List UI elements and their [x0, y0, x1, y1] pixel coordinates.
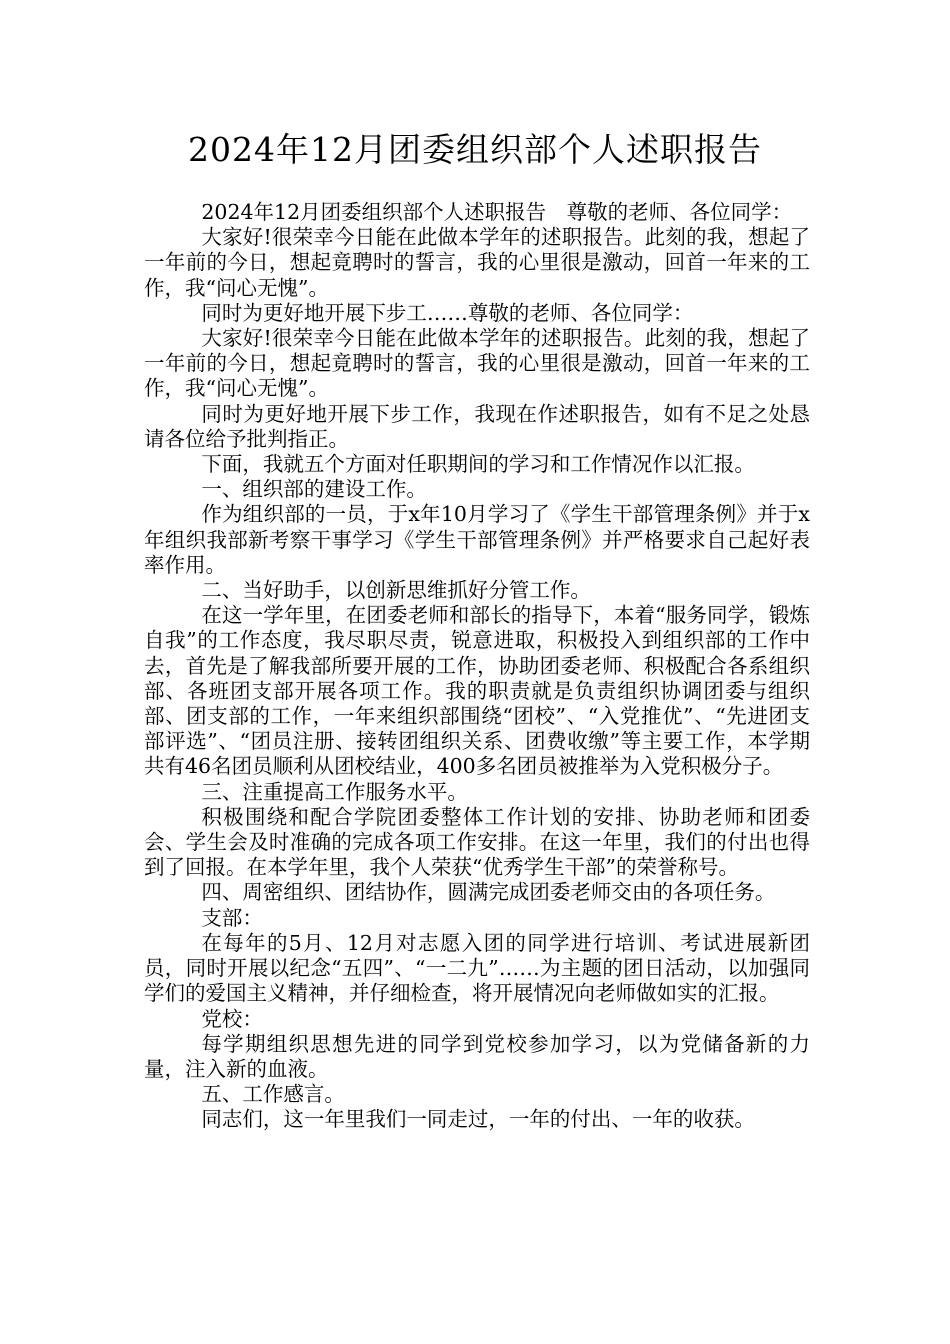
paragraph: 作为组织部的一员，于x年10月学习了《学生干部管理条例》并于x年组织我部新考察干事学习《学生干部管理条例》并严格要求自己起好表率作用。 — [144, 502, 810, 577]
paragraph: 大家好!很荣幸今日能在此做本学年的述职报告。此刻的我，想起了一年前的今日，想起竟聘时的誓言，我的心里很是激动，回首一年来的工作，我“问心无愧”。 — [144, 225, 810, 300]
section-heading: 二、当好助手，以创新思维抓好分管工作。 — [201, 578, 591, 603]
section-heading: 一、组织部的建设工作。 — [201, 477, 427, 502]
paragraph: 2024年12月团委组织部个人述职报告 尊敬的老师、各位同学： — [201, 200, 793, 224]
paragraph: 每学期组织思想先进的同学到党校参加学习，以为党储备新的力量，注入新的血液。 — [144, 1031, 810, 1081]
paragraph: 大家好!很荣幸今日能在此做本学年的述职报告。此刻的我，想起了一年前的今日，想起竟聘时的誓言，我的心里很是激动，回首一年来的工作，我“问心无愧”。 — [144, 326, 810, 401]
paragraph: 积极围绕和配合学院团委整体工作计划的安排、协助老师和团委会、学生会及时准确的完成各项工作安排。在这一年里，我们的付出也得到了回报。在本学年里，我个人荣获“优秀学生干部”的荣誉称号。 — [144, 804, 810, 880]
section-heading: 三、注重提高工作服务水平。 — [201, 779, 468, 804]
subsection-label: 党校： — [201, 1006, 263, 1031]
paragraph: 在这一学年里，在团委老师和部长的指导下，本着“服务同学，锻炼自我”的工作态度，我尽职尽责，锐意进取，积极投入到组织部的工作中去，首先是了解我部所要开展的工作，协助团委老师、积极配合各系组织部、各班团支部开展各项工作。我的职责就是负责组织协调团委与组织部、团支部的工作，一年来组织部围绕“团校”、“入党推优”、“先进团支部评选”、“团员注册、接转团组织关系、团费收缴”等主要工作，本学期共有46名团员顺利从团校结业，400多名团员被推举为入党积极分子。 — [144, 603, 810, 779]
page-title: 2024年12月团委组织部个人述职报告 — [188, 130, 762, 169]
paragraph: 下面，我就五个方面对任职期间的学习和工作情况作以汇报。 — [201, 452, 755, 477]
section-heading: 四、周密组织、团结协作，圆满完成团委老师交由的各项任务。 — [201, 880, 776, 905]
section-heading: 五、工作感言。 — [201, 1082, 345, 1107]
subsection-label: 支部： — [201, 905, 263, 930]
paragraph: 同时为更好地开展下步工作，我现在作述职报告，如有不足之处恳请各位给予批判指正。 — [144, 401, 810, 451]
document-body — [144, 200, 810, 1133]
paragraph: 同志们，这一年里我们一同走过，一年的付出、一年的收获。 — [201, 1107, 755, 1132]
paragraph: 在每年的5月、12月对志愿入团的同学进行培训、考试进展新团员，同时开展以纪念“五四”、“一二九”……为主题的团日活动，以加强同学们的爱国主义精神，并仔细检查，将开展情况向老师做如实的汇报。 — [144, 930, 810, 1006]
paragraph: 同时为更好地开展下步工……尊敬的老师、各位同学： — [201, 300, 694, 325]
